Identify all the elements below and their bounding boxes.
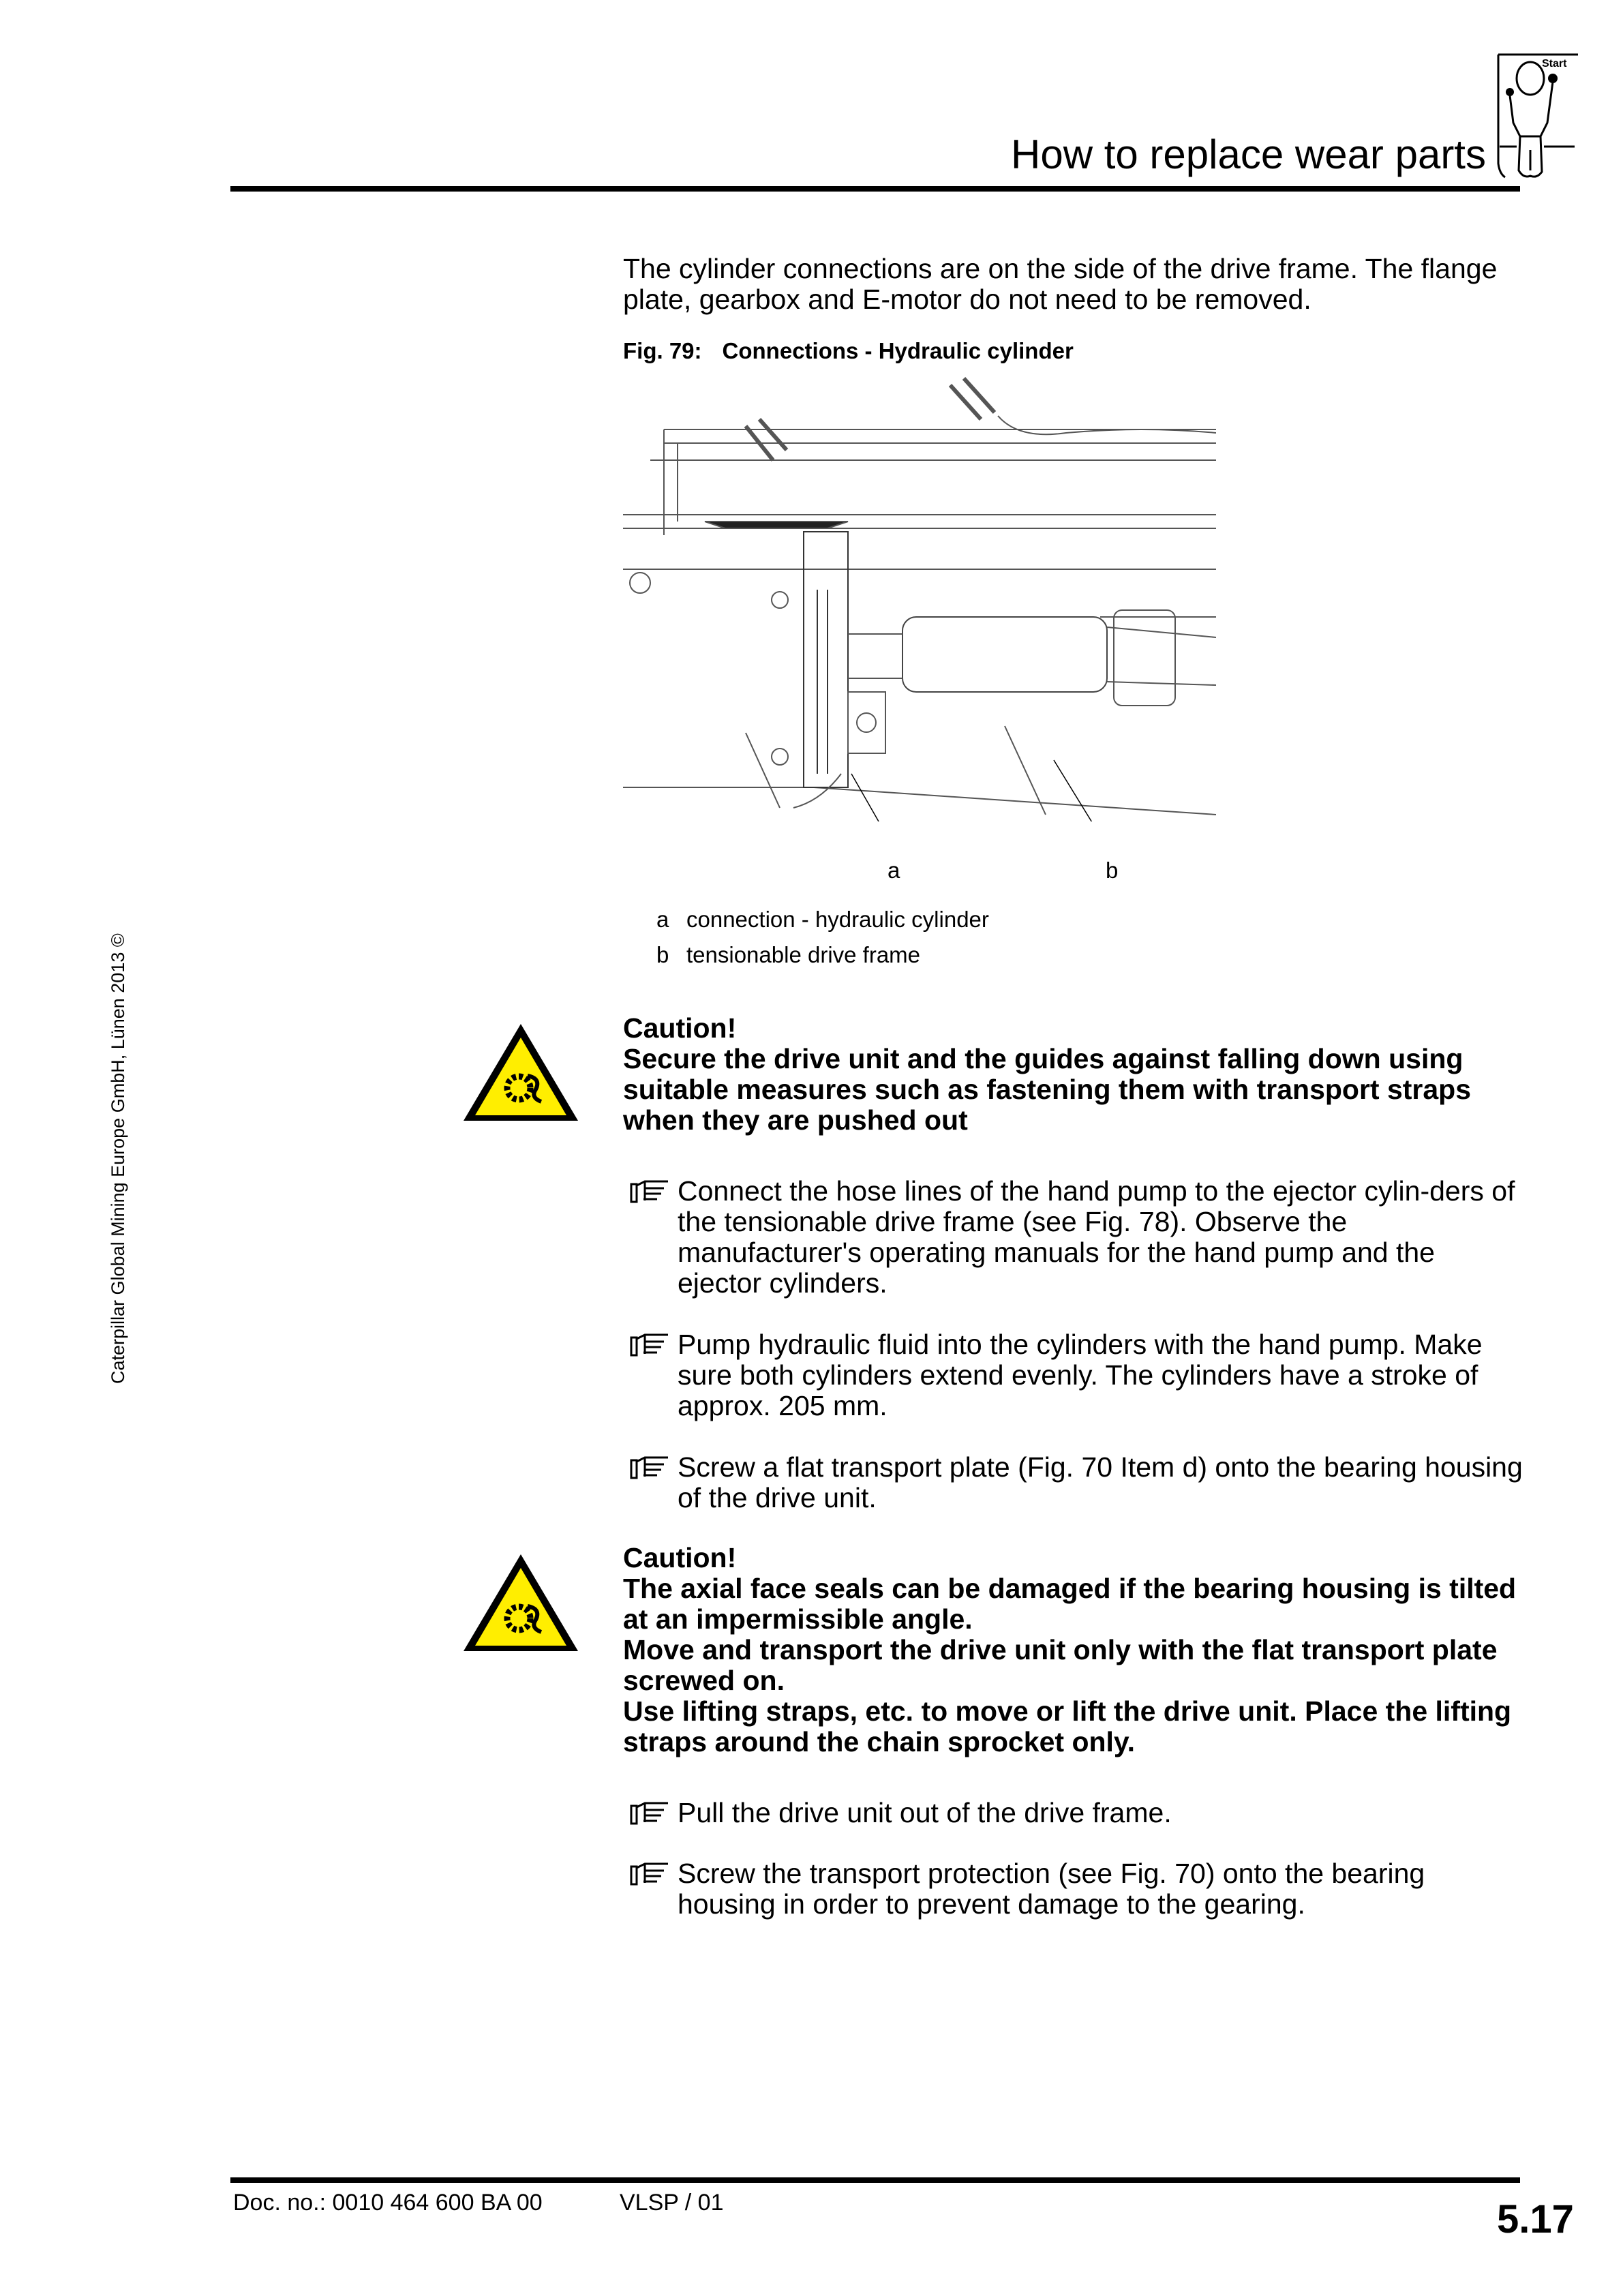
footer-version: VLSP / 01 (620, 2190, 724, 2216)
page-title: How to replace wear parts (1011, 132, 1486, 177)
svg-text:Start: Start (1542, 58, 1567, 70)
figure-number: Fig. 79: (623, 338, 702, 363)
caution-block-1 (623, 1013, 1523, 1136)
warning-gear-icon (461, 1021, 581, 1123)
caution-block-2 (623, 1543, 1523, 1757)
pointing-hand-icon (630, 1862, 669, 1886)
hydraulic-cylinder-drawing (623, 365, 1216, 821)
page-number: 5.17 (1497, 2197, 1574, 2241)
caution-title: Caution! (623, 1542, 737, 1573)
step-item: Pull the drive unit out of the drive frame. (630, 1798, 1523, 1828)
warning-gear-icon (461, 1552, 581, 1654)
pointing-hand-icon (630, 1456, 669, 1479)
step-item: Pump hydraulic fluid into the cylinders with the hand pump. Make sure both cylinders extend evenly. The cylinders have a stroke of approx. 205 mm. (630, 1329, 1523, 1421)
header-rule (230, 186, 1520, 192)
pointing-hand-icon (630, 1180, 669, 1203)
step-item: Screw a flat transport plate (Fig. 70 Item d) onto the bearing housing of the drive unit. (630, 1452, 1523, 1513)
caution-title: Caution! (623, 1012, 737, 1044)
callout-b: b (1106, 858, 1119, 883)
caution-line: Use lifting straps, etc. to move or lift the drive unit. Place the lifting straps around the chain sprocket only. (623, 1695, 1512, 1757)
caution-text: Secure the drive unit and the guides against falling down using suitable measures such as fastening them with transport straps when they are pushed out (623, 1043, 1472, 1136)
intro-paragraph: The cylinder connections are on the side of the drive frame. The flange plate, gearbox and E-motor do not need to be removed. (623, 253, 1498, 315)
step-item: Screw the transport protection (see Fig. 70) onto the bearing housing in order to prevent damage to the gearing. (630, 1858, 1523, 1920)
caution-line: Move and transport the drive unit only with the flat transport plate screwed on. (623, 1634, 1498, 1696)
callout-a: a (888, 858, 900, 883)
side-copyright: Caterpillar Global Mining Europe GmbH, Lünen 2013 © (108, 933, 128, 1384)
footer-doc-number: Doc. no.: 0010 464 600 BA 00 (233, 2190, 543, 2216)
pointing-hand-icon (630, 1333, 669, 1357)
figure-caption (623, 338, 1074, 364)
legend-item: a connection - hydraulic cylinder (656, 907, 989, 932)
pointing-hand-icon (630, 1802, 669, 1825)
step-item: Connect the hose lines of the hand pump to the ejector cylin-ders of the tensionable drive frame (see Fig. 78). Observe the manufacturer's operating manuals for the hand pump and the ejector cylinders. (630, 1176, 1523, 1299)
legend-item: b tensionable drive frame (656, 942, 921, 967)
caution-line: The axial face seals can be damaged if the bearing housing is tilted at an impermissible angle. (623, 1573, 1517, 1635)
figure-title: Connections - Hydraulic cylinder (722, 338, 1074, 363)
footer-rule (230, 2177, 1520, 2183)
mascot-start-icon (1493, 48, 1581, 184)
